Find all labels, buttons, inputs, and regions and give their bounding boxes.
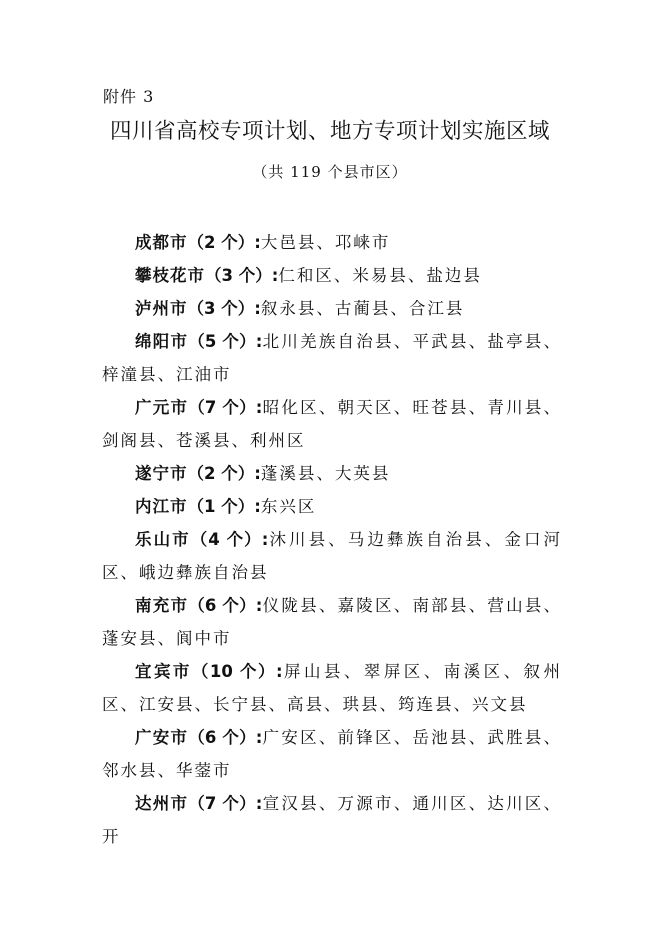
region-entry-chengdu xyxy=(102,226,562,259)
county-list: 仪陇县、嘉陵区、南部县、营山县、蓬安县、阆中市 xyxy=(102,596,563,648)
county-list: 宣汉县、万源市、通川区、达川区、开 xyxy=(102,794,563,846)
county-count: （7 个）: xyxy=(188,794,263,813)
county-count: （10 个）: xyxy=(191,662,283,681)
county-list: 仁和区、米易县、盐边县 xyxy=(278,266,482,285)
region-entry-luzhou xyxy=(102,292,562,325)
region-entry-guangan xyxy=(102,721,562,787)
city-name: 遂宁市 xyxy=(135,464,188,483)
county-count: （7 个）: xyxy=(188,398,263,417)
city-name: 绵阳市 xyxy=(135,332,189,351)
region-entry-mianyang xyxy=(102,325,562,391)
city-name: 达州市 xyxy=(135,794,189,813)
county-count: （1 个）: xyxy=(187,497,261,516)
region-entry-neijiang xyxy=(102,490,562,523)
county-count: （3 个）: xyxy=(205,266,279,285)
county-count: （3 个）: xyxy=(187,299,261,318)
region-entry-panzhihua xyxy=(102,259,562,292)
county-count: （2 个）: xyxy=(187,464,261,483)
city-name: 成都市 xyxy=(135,233,188,252)
county-count: （4 个）: xyxy=(190,530,269,549)
county-list: 昭化区、朝天区、旺苍县、青川县、剑阁县、苍溪县、利州区 xyxy=(102,398,563,450)
county-list: 广安区、前锋区、岳池县、武胜县、邻水县、华蓥市 xyxy=(102,728,563,780)
city-name: 广元市 xyxy=(135,398,189,417)
county-list: 蓬溪县、大英县 xyxy=(260,464,391,483)
region-entry-dazhou xyxy=(102,787,562,853)
city-name: 宜宾市 xyxy=(135,662,192,681)
region-entry-nanchong xyxy=(102,589,562,655)
county-list: 沐川县、马边彝族自治县、金口河区、峨边彝族自治县 xyxy=(102,530,563,582)
region-entry-leshan xyxy=(102,523,562,589)
region-entry-suining xyxy=(102,457,562,490)
city-name: 乐山市 xyxy=(135,530,191,549)
county-list: 叙永县、古蔺县、合江县 xyxy=(260,299,465,318)
county-list: 北川羌族自治县、平武县、盐亭县、梓潼县、江油市 xyxy=(102,332,563,384)
document-title: 四川省高校专项计划、地方专项计划实施区域 xyxy=(109,119,550,144)
region-entry-yibin xyxy=(102,655,562,721)
county-list: 东兴区 xyxy=(260,497,317,516)
county-count: （2 个）: xyxy=(187,233,261,252)
county-count: （6 个）: xyxy=(188,728,263,747)
county-count: （5 个）: xyxy=(188,332,263,351)
city-name: 南充市 xyxy=(135,596,189,615)
region-list xyxy=(102,226,562,853)
city-name: 内江市 xyxy=(135,497,188,516)
city-name: 泸州市 xyxy=(135,299,188,318)
region-entry-guangyuan xyxy=(102,391,562,457)
city-name: 攀枝花市 xyxy=(135,266,205,285)
county-list: 大邑县、邛崃市 xyxy=(260,233,391,252)
county-count: （6 个）: xyxy=(188,596,263,615)
county-list: 屏山县、翠屏区、南溪区、叙州区、江安县、长宁县、高县、珙县、筠连县、兴文县 xyxy=(102,662,563,714)
document-subtitle: （共 119 个县市区） xyxy=(252,163,408,181)
city-name: 广安市 xyxy=(135,728,189,747)
attachment-label: 附件 3 xyxy=(103,87,155,106)
